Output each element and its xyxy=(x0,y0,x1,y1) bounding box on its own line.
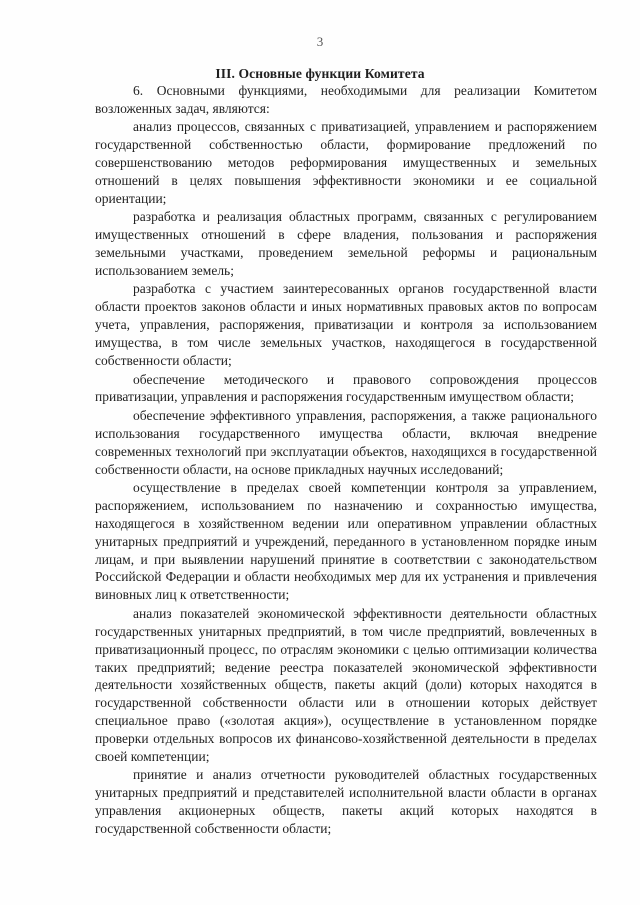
paragraph-function-legislation: разработка с участием заинтересованных органов государственной власти области проектов законов области и иных нормативных правовых актов по вопросам учета, управления, распоряжения, приватизации и контроля за использованием имущества, в том числе земельных участков, находящегося в государственной собственности области; xyxy=(95,281,597,369)
paragraph-function-methodical-support: обеспечение методического и правового сопровождения процессов приватизации, управления и распоряжения государственным имуществом области; xyxy=(95,371,597,405)
section-heading: III. Основные функции Комитета xyxy=(215,66,425,81)
paragraph-intro: 6. Основными функциями, необходимыми для реализации Комитетом возложенных задач, являются: xyxy=(95,83,597,116)
document-body xyxy=(95,82,597,838)
paragraph-function-effective-management: обеспечение эффективного управления, распоряжения, а также рационального использования государственного имущества области, включая внедрение современных технологий при эксплуатации объектов, находящихся в государственной собственности области, на основе прикладных научных исследований; xyxy=(95,407,597,477)
paragraph-function-programs: разработка и реализация областных программ, связанных с регулированием имущественных отношений в сфере владения, пользования и распоряжения земельными участками, проведением земельной реформы и рациональным использованием земель; xyxy=(95,209,597,279)
paragraph-function-efficiency-analysis: анализ показателей экономической эффективности деятельности областных государственных унитарных предприятий, в том числе предприятий, вовлеченных в приватизационный процесс, по отраслям экономики с целью оптимизации количества таких предприятий; ведение реестра показателей экономической эффективности деятельности хозяйственных обществ, пакеты акций (доли) которых находятся в государственной собственности области или в отношении которых действует специальное право («золотая акция»), осуществление в установленном порядке проверки отдельных вопросов их финансово-хозяйственной деятельности в пределах своей компетенции; xyxy=(95,605,597,765)
paragraph-function-analysis: анализ процессов, связанных с приватизацией, управлением и распоряжением государственной собственностью области, формирование предложений по совершенствованию методов реформирования имущественных и земельных отношений в целях повышения эффективности экономики и ее социальной ориентации; xyxy=(95,119,597,206)
paragraph-function-control: осуществление в пределах своей компетенции контроля за управлением, распоряжением, использованием по назначению и сохранностью имущества, находящегося в хозяйственном ведении или оперативном управлении областных унитарных предприятий и учреждений, переданного в установленном порядке иным лицам, и при выявлении нарушений принятие в соответствии с законодательством Российской Федерации и области необходимых мер для их устранения и привлечения виновных лиц к ответственности; xyxy=(95,479,597,603)
page-number: 3 xyxy=(316,34,324,49)
paragraph-function-reporting: принятие и анализ отчетности руководителей областных государственных унитарных предприятий и представителей исполнительной власти области в органах управления акционерных обществ, пакеты акций которых находятся в государственной собственности области; xyxy=(95,767,597,837)
